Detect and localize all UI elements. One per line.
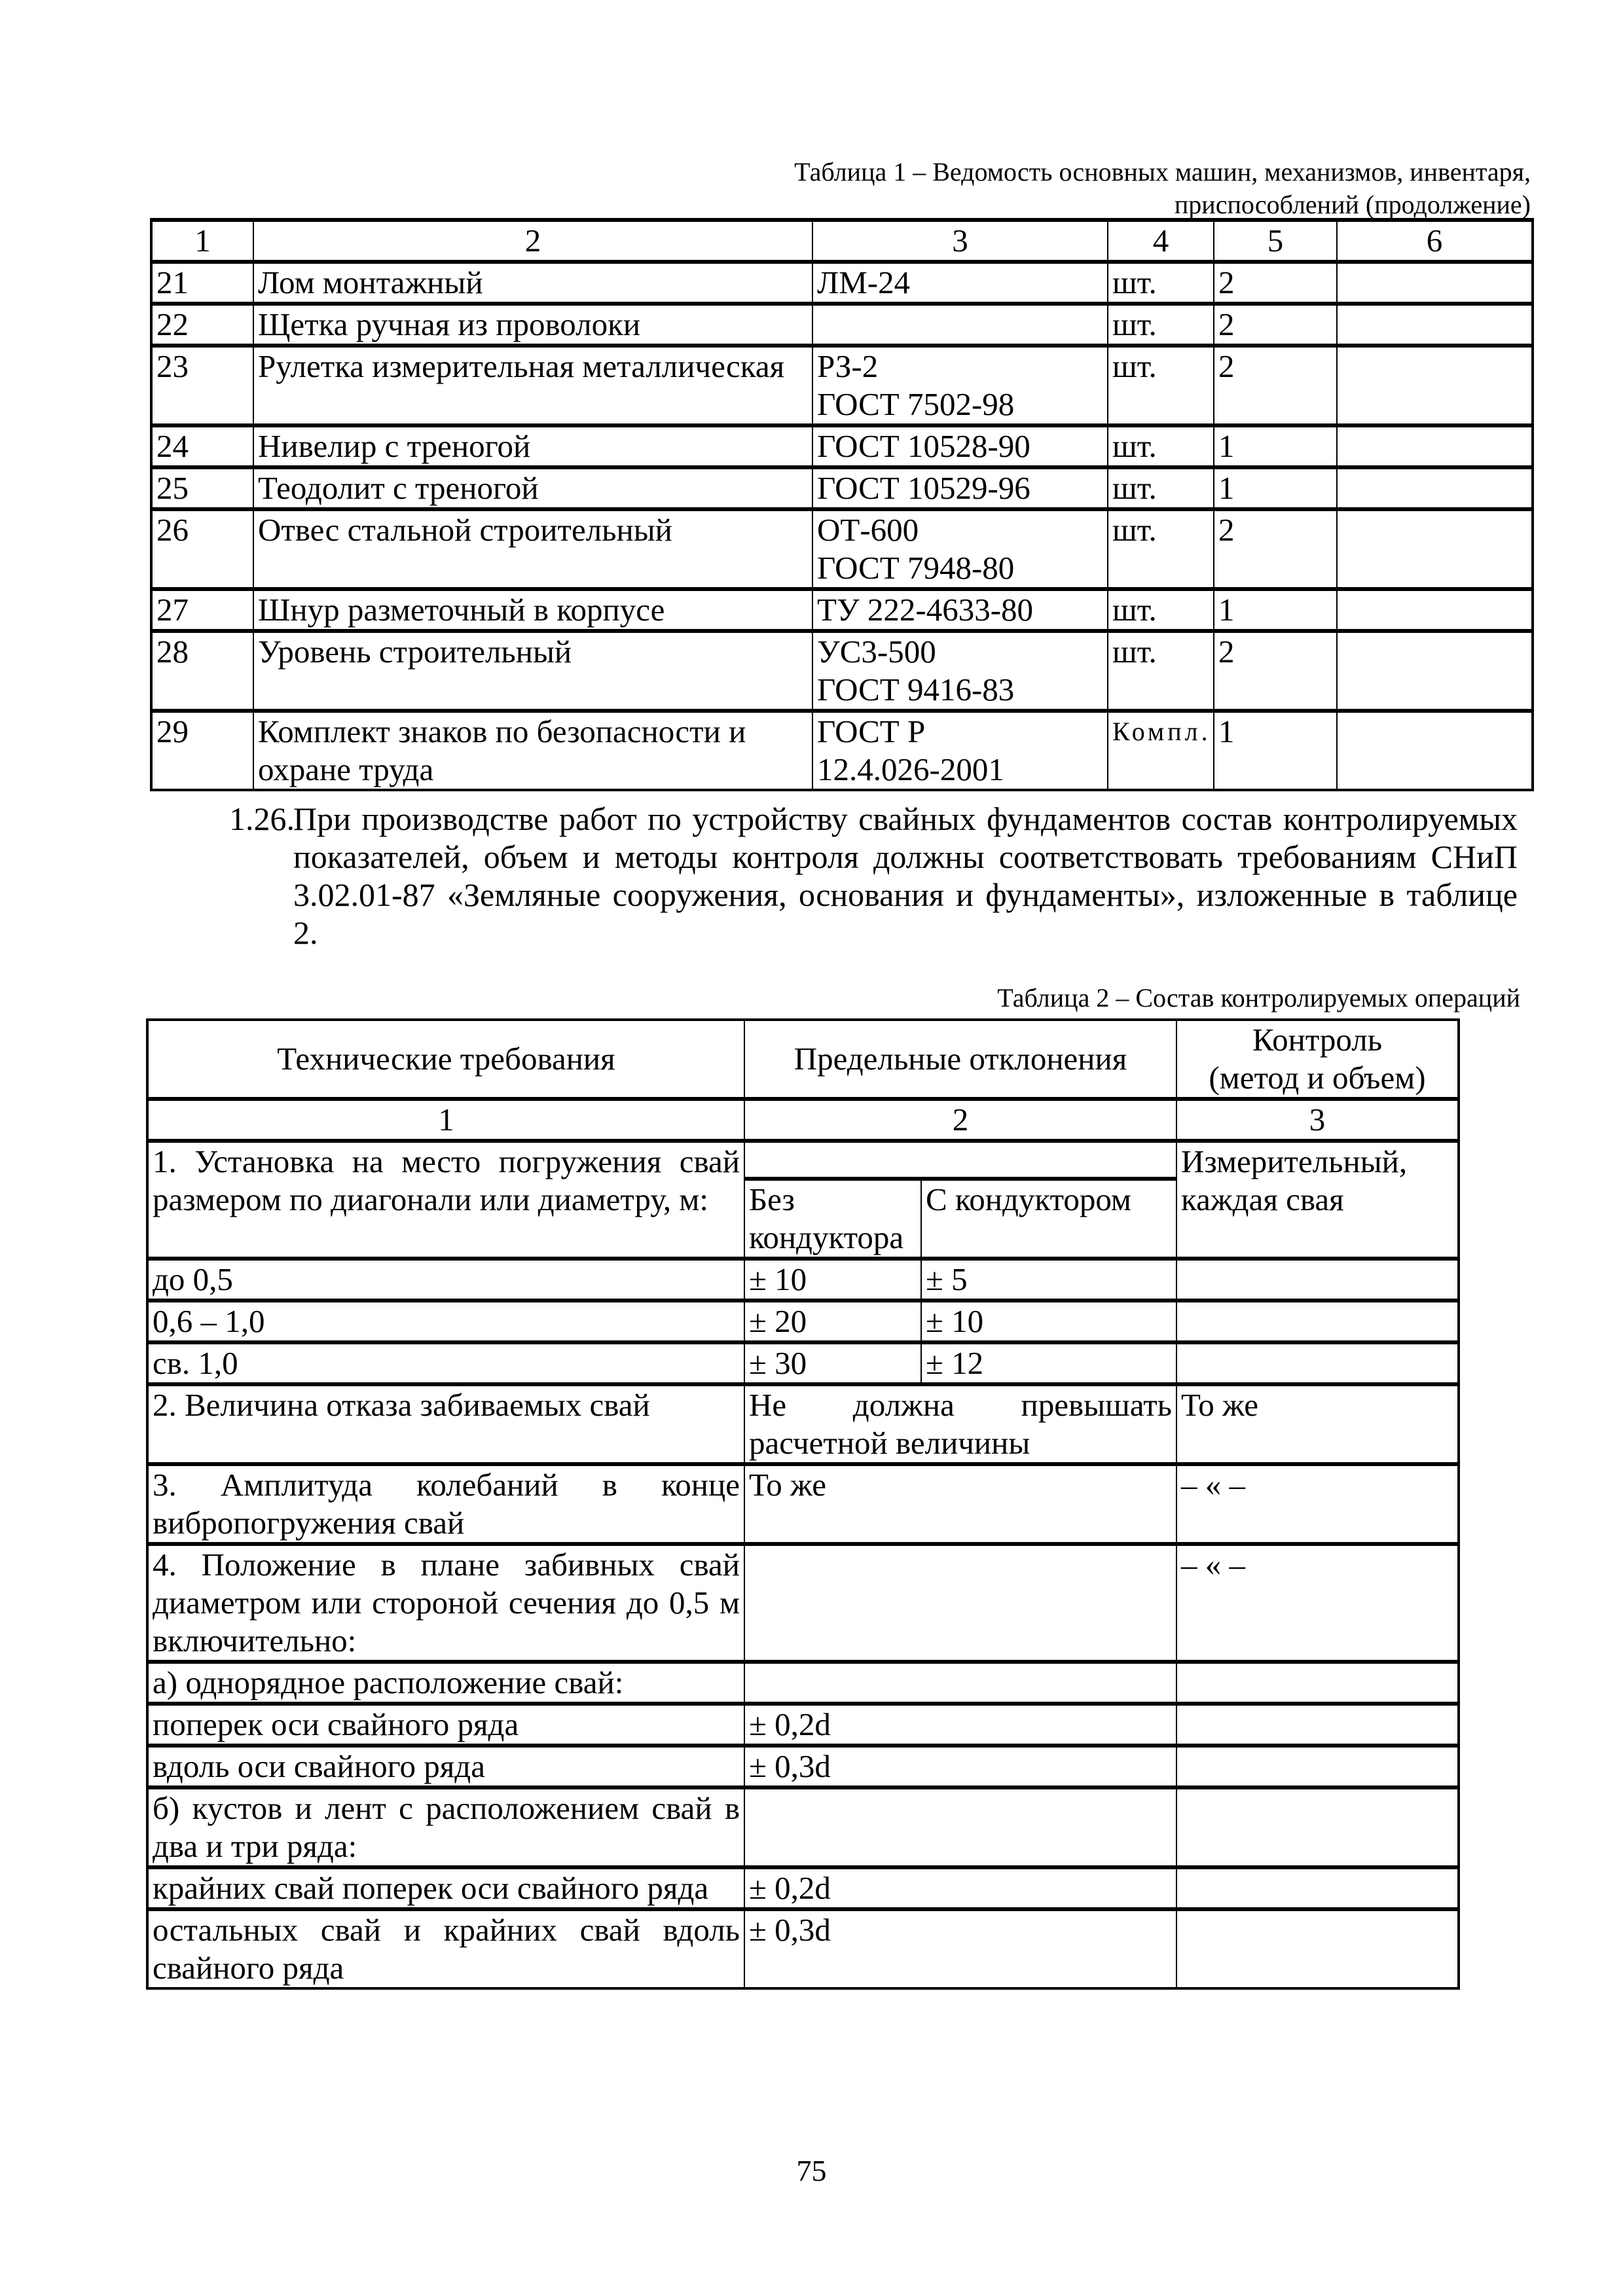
table1-header-row [151, 220, 1533, 262]
item-mark-line: ГОСТ 9416-83 [817, 672, 1015, 708]
item-unit: шт. [1108, 467, 1214, 509]
item-note [1337, 509, 1533, 589]
header-control [1176, 1020, 1459, 1099]
deviation-value: То же [744, 1464, 1176, 1544]
size-range: 0,6 – 1,0 [147, 1300, 744, 1342]
item-unit: шт. [1108, 304, 1214, 346]
requirement-row [147, 1909, 1459, 1988]
control-method: – « – [1176, 1544, 1459, 1662]
size-row [147, 1342, 1459, 1384]
item-number: 26 [151, 509, 253, 589]
control-method [1176, 1909, 1459, 1988]
item-mark-line: ТУ 222-4633-80 [817, 592, 1034, 628]
control-method [1176, 1787, 1459, 1867]
item-unit: шт. [1108, 262, 1214, 304]
deviation-value [744, 1544, 1176, 1662]
requirement-text: б) кустов и лент с расположением свай в два и три ряда: [147, 1787, 744, 1867]
item-mark-line: ГОСТ 7502-98 [817, 386, 1015, 422]
item-number: 25 [151, 467, 253, 509]
table1-caption-line1: Таблица 1 – Ведомость основных машин, механизмов, инвентаря, [794, 157, 1531, 187]
deviation-value: ± 0,2d [744, 1704, 1176, 1746]
page-number: 75 [796, 2154, 827, 2187]
item-mark [812, 631, 1108, 711]
item-quantity: 1 [1214, 425, 1337, 467]
item-quantity: 2 [1214, 304, 1337, 346]
requirement-text: поперек оси свайного ряда [147, 1704, 744, 1746]
column-number: 2 [744, 1099, 1176, 1141]
paragraph-text: При производстве работ по устройству свайных фундаментов состав контролируемых показателей, объем и методы контроля должны соответствовать требованиям СНиП 3.02.01-87 «Земляные сооружения, основания и фундаменты», изложенные в таблице 2. [293, 800, 1518, 951]
item-note [1337, 262, 1533, 304]
requirement-row [147, 1704, 1459, 1746]
requirement-text: 3. Амплитуда колебаний в конце вибропогружения свай [147, 1464, 744, 1544]
table1-row [151, 711, 1533, 790]
requirement-text: вдоль оси свайного ряда [147, 1746, 744, 1787]
item-name: Нивелир с треногой [253, 425, 812, 467]
size-row [147, 1259, 1459, 1300]
table1-caption-line2: приспособлений (продолжение) [1174, 190, 1531, 219]
item-mark-line: УС3-500 [817, 634, 936, 670]
item-mark [812, 467, 1108, 509]
table1-row [151, 467, 1533, 509]
requirement-row [147, 1746, 1459, 1787]
item-number: 23 [151, 346, 253, 425]
control-method: То же [1176, 1384, 1459, 1464]
table1 [150, 218, 1534, 791]
item-mark-line: ГОСТ 10529-96 [817, 470, 1030, 506]
item-number: 21 [151, 262, 253, 304]
table2-caption: Таблица 2 – Состав контролируемых операций [997, 983, 1520, 1013]
size-control [1176, 1300, 1459, 1342]
deviation-value: Не должна превышать расчетной величины [744, 1384, 1176, 1464]
deviation-with-conductor: ± 5 [921, 1259, 1176, 1300]
requirement-row [147, 1464, 1459, 1544]
deviation-value [744, 1662, 1176, 1704]
header-control-line2: (метод и объем) [1209, 1060, 1426, 1096]
item-mark [812, 425, 1108, 467]
item-unit: шт. [1108, 589, 1214, 631]
row1-requirement: 1. Установка на место погружения свай размером по диагонали или диаметру, м: [147, 1141, 744, 1259]
row1-deviation-empty [744, 1141, 1176, 1179]
item-number: 28 [151, 631, 253, 711]
item-name: Отвес стальной строительный [253, 509, 812, 589]
table2-number-row [147, 1099, 1459, 1141]
item-name: Лом монтажный [253, 262, 812, 304]
item-mark-line: ЛМ-24 [817, 264, 911, 300]
control-method [1176, 1662, 1459, 1704]
deviation-without-conductor: ± 30 [744, 1342, 921, 1384]
table1-header-cell: 4 [1108, 220, 1214, 262]
deviation-value: ± 0,3d [744, 1909, 1176, 1988]
item-name: Шнур разметочный в корпусе [253, 589, 812, 631]
table1-caption [720, 156, 1531, 221]
item-mark [812, 509, 1108, 589]
item-quantity: 2 [1214, 631, 1337, 711]
item-note [1337, 631, 1533, 711]
table1-header-cell: 2 [253, 220, 812, 262]
item-mark-line: ГОСТ Р [817, 713, 926, 749]
item-quantity: 2 [1214, 509, 1337, 589]
table2-row-1 [147, 1141, 1459, 1179]
requirement-text: крайних свай поперек оси свайного ряда [147, 1867, 744, 1909]
item-number: 29 [151, 711, 253, 790]
column-number: 1 [147, 1099, 744, 1141]
item-quantity: 1 [1214, 589, 1337, 631]
table1-header-cell: 3 [812, 220, 1108, 262]
item-note [1337, 589, 1533, 631]
requirement-text: 4. Положение в плане забивных свай диаметром или стороной сечения до 0,5 м включительно: [147, 1544, 744, 1662]
item-name: Уровень строительный [253, 631, 812, 711]
table1-row [151, 509, 1533, 589]
deviation-with-conductor: ± 10 [921, 1300, 1176, 1342]
sub-without-conductor: Без кондуктора [744, 1179, 921, 1259]
item-unit: шт. [1108, 631, 1214, 711]
requirement-text: 2. Величина отказа забиваемых свай [147, 1384, 744, 1464]
item-mark-line: РЗ-2 [817, 348, 879, 384]
deviation-value: ± 0,3d [744, 1746, 1176, 1787]
item-name: Комплект знаков по безопасности и охране труда [253, 711, 812, 790]
requirement-text: остальных свай и крайних свай вдоль свайного ряда [147, 1909, 744, 1988]
table1-row [151, 631, 1533, 711]
header-technical-requirements: Технические требования [147, 1020, 744, 1099]
row1-control: Измерительный, каждая свая [1176, 1141, 1459, 1259]
deviation-with-conductor: ± 12 [921, 1342, 1176, 1384]
item-mark-line: ОТ-600 [817, 512, 919, 548]
table2-header-row [147, 1020, 1459, 1099]
table2 [146, 1018, 1460, 1990]
paragraph-1-26 [229, 800, 1518, 952]
table1-header-cell: 5 [1214, 220, 1337, 262]
header-limit-deviations: Предельные отклонения [744, 1020, 1176, 1099]
size-range: св. 1,0 [147, 1342, 744, 1384]
item-quantity: 2 [1214, 346, 1337, 425]
deviation-value: ± 0,2d [744, 1867, 1176, 1909]
control-method [1176, 1704, 1459, 1746]
item-mark-line: 12.4.026-2001 [817, 751, 1004, 787]
requirement-row [147, 1384, 1459, 1464]
requirement-text: а) однорядное расположение свай: [147, 1662, 744, 1704]
requirement-row [147, 1662, 1459, 1704]
sub-with-conductor: С кондуктором [921, 1179, 1176, 1259]
item-note [1337, 711, 1533, 790]
item-unit: Компл. [1108, 711, 1214, 790]
item-mark [812, 346, 1108, 425]
item-name: Теодолит с треногой [253, 467, 812, 509]
item-mark [812, 589, 1108, 631]
item-name: Рулетка измерительная металлическая [253, 346, 812, 425]
paragraph-number: 1.26. [229, 800, 295, 837]
control-method: – « – [1176, 1464, 1459, 1544]
item-mark-line: ГОСТ 10528-90 [817, 428, 1030, 464]
requirement-row [147, 1544, 1459, 1662]
item-number: 22 [151, 304, 253, 346]
column-number: 3 [1176, 1099, 1459, 1141]
item-note [1337, 425, 1533, 467]
control-method [1176, 1867, 1459, 1909]
size-range: до 0,5 [147, 1259, 744, 1300]
item-unit: шт. [1108, 509, 1214, 589]
deviation-without-conductor: ± 20 [744, 1300, 921, 1342]
table1-header-cell: 1 [151, 220, 253, 262]
table1-row [151, 425, 1533, 467]
item-note [1337, 304, 1533, 346]
size-control [1176, 1342, 1459, 1384]
item-name: Щетка ручная из проволоки [253, 304, 812, 346]
item-quantity: 2 [1214, 262, 1337, 304]
item-mark [812, 262, 1108, 304]
item-quantity: 1 [1214, 711, 1337, 790]
item-number: 24 [151, 425, 253, 467]
item-mark-line: ГОСТ 7948-80 [817, 550, 1015, 586]
item-number: 27 [151, 589, 253, 631]
item-unit: шт. [1108, 425, 1214, 467]
header-control-line1: Контроль [1252, 1022, 1383, 1058]
table1-row [151, 262, 1533, 304]
requirement-row [147, 1787, 1459, 1867]
requirement-row [147, 1867, 1459, 1909]
item-note [1337, 346, 1533, 425]
item-unit: шт. [1108, 346, 1214, 425]
table1-row [151, 346, 1533, 425]
size-row [147, 1300, 1459, 1342]
item-mark [812, 711, 1108, 790]
deviation-without-conductor: ± 10 [744, 1259, 921, 1300]
deviation-value [744, 1787, 1176, 1867]
table1-header-cell: 6 [1337, 220, 1533, 262]
size-control [1176, 1259, 1459, 1300]
table1-row [151, 589, 1533, 631]
item-note [1337, 467, 1533, 509]
item-mark [812, 304, 1108, 346]
control-method [1176, 1746, 1459, 1787]
item-quantity: 1 [1214, 467, 1337, 509]
table1-row [151, 304, 1533, 346]
